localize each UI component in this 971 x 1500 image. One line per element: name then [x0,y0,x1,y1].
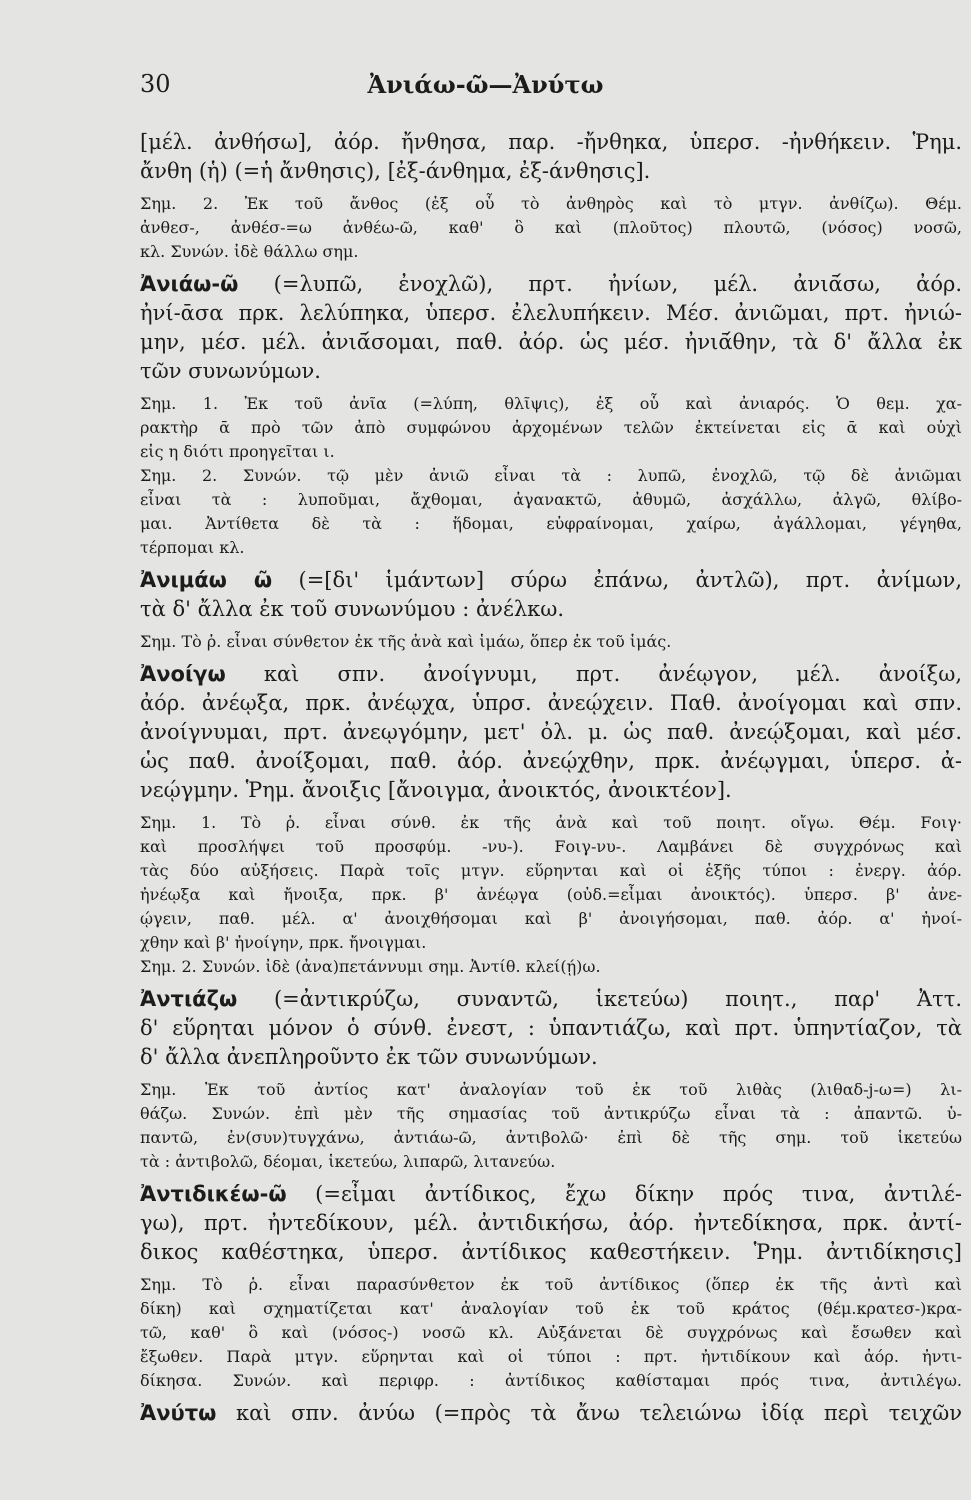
line-text: ἄνθη (ἡ) (=ἡ ἄνθησις), [ἐξ-άνθημα, ἐξ-άνθησις]. [140,159,651,183]
note-line [140,1078,962,1102]
line-text: (=εἶμαι ἀντίδικος, ἔχω δίκην πρός τινα, ἀντιλέ- [286,1182,962,1206]
line-text: τῶν συνωνύμων. [140,359,321,383]
entry-headword-line [140,985,962,1014]
entry-line [140,128,962,157]
line-text: (=ἀντικρύζω, συναντῶ, ἱκετεύω) ποιητ., παρ' Ἀττ. [237,987,962,1011]
line-text: δίκη) καὶ σχηματίζεται κατ' ἀναλογίαν τοῦ ἐκ τοῦ κράτος (θέμ.κρατεσ-)κρα- [140,1299,962,1318]
note-line [140,488,962,512]
note-line [140,240,962,264]
entry-line [140,157,962,186]
note-line [140,811,962,835]
entry-line [140,776,962,805]
line-text: Σημ. Τὸ ῥ. εἶναι παρασύνθετον ἐκ τοῦ ἀντίδικος (ὅπερ ἐκ τῆς ἀντὶ καὶ [140,1275,962,1294]
note-line [140,216,962,240]
line-text: ῴγειν, παθ. μέλ. α' ἀνοιχθήσομαι καὶ β' ἀνοιγήσομαι, παθ. ἀόρ. α' ἠνοί- [140,909,962,928]
note-line [140,1345,962,1369]
line-text: Σημ. Τὸ ῥ. εἶναι σύνθετον ἐκ τῆς ἀνὰ καὶ ἱμάω, ὅπερ ἐκ τοῦ ἱμάς. [140,632,672,651]
line-text: Σημ. 1. Τὸ ῥ. εἶναι σύνθ. ἐκ τῆς ἀνὰ καὶ τοῦ ποιητ. οἴγω. Θέμ. Fοιγ· [140,813,962,832]
line-text: ὡς παθ. ἀνοίξομαι, παθ. ἀόρ. ἀνεῴχθην, πρκ. ἀνέῳγμαι, ὑπερσ. ἀ- [140,749,962,773]
line-text: εἰς η διότι προηγεῖται ι. [140,442,335,461]
line-text: καὶ σπν. ἀνοίγνυμι, πρτ. ἀνέῳγον, μέλ. ἀνοίξω, [225,662,962,686]
line-text: ἠνέῳξα καὶ ἤνοιξα, πρκ. β' ἀνέῳγα (οὐδ.=εἶμαι ἀνοικτός). ὑπερσ. β' ἀνε- [140,885,962,904]
line-text: καὶ προσλήψει τοῦ προσφύμ. -νυ-). Fοιγ-νυ-. Λαμβάνει δὲ συγχρόνως καὶ [140,837,962,856]
line-text: δικος καθέστηκα, ὑπερσ. ἀντίδικος καθεστήκειν. Ῥημ. ἀντιδίκησις] [140,1240,962,1264]
entry-headword-line [140,566,962,595]
line-text: ρακτὴρ ᾱ πρὸ τῶν ἀπὸ συμφώνου ἀρχομένων τελῶν ἐκτείνεται εἰς ᾱ καὶ οὐχὶ [140,418,962,437]
entry-line [140,1238,962,1267]
headword: Ἀνοίγω [140,662,226,686]
line-text: Σημ. 1. Ἐκ τοῦ ἀνῖα (=λύπη, θλῖψις), ἐξ οὗ καὶ ἀνιαρός. Ὁ θεμ. χα- [140,394,962,413]
entry-headword-line [140,270,962,299]
note-line [140,1297,962,1321]
headword: Ἀνύτω [140,1401,217,1425]
line-text: Σημ. 2. Ἐκ τοῦ ἄνθος (ἐξ οὗ τὸ ἀνθηρὸς καὶ τὸ μτγν. ἀνθίζω). Θέμ. [140,194,962,213]
line-text: ἔξωθεν. Παρὰ μτγν. εὕρηνται καὶ οἱ τύποι : πρτ. ἠντιδίκουν καὶ ἀόρ. ἠντι- [140,1347,962,1366]
headword: Ἀντιάζω [140,987,238,1011]
note-line [140,883,962,907]
note-line [140,392,962,416]
line-text: τέρπομαι κλ. [140,538,245,557]
note-line [140,1102,962,1126]
entry-headword-line [140,1180,962,1209]
note-line [140,630,962,654]
line-text: [μέλ. ἀνθήσω], ἀόρ. ἤνθησα, παρ. -ἤνθηκα, ὑπερσ. -ἠνθήκειν. Ῥημ. [140,130,962,154]
page-number: 30 [140,70,171,98]
line-text: δ' ἄλλα ἀνεπληροῦντο ἐκ τῶν συνωνύμων. [140,1045,598,1069]
note-line [140,512,962,536]
note-line [140,859,962,883]
line-text: Σημ. 2. Συνών. ἰδὲ (ἀνα)πετάννυμι σημ. Ἀντίθ. κλεί(ῄ)ω. [140,957,601,976]
entry-headword-line [140,660,962,689]
entry-line [140,1014,962,1043]
running-head: Ἀνιάω-ῶ—Ἀνύτω [367,70,604,99]
entry-line [140,747,962,776]
headword: Ἀνιάω-ῶ [140,272,239,296]
note-line [140,1369,962,1393]
note-line [140,1273,962,1297]
line-text: ἀόρ. ἀνέῳξα, πρκ. ἀνέῳχα, ὑπρσ. ἀνεῴχειν. Παθ. ἀνοίγομαι καὶ σπν. [140,691,962,715]
entry-headword-line [140,1399,962,1428]
line-text: χθην καὶ β' ἠνοίγην, πρκ. ἤνοιγμαι. [140,933,427,952]
line-text: κλ. Συνών. ἰδὲ θάλλω σημ. [140,242,359,261]
dictionary-text [140,128,962,1428]
note-line [140,955,962,979]
line-text: νεῴγμην. Ῥημ. ἄνοιξις [ἄνοιγμα, ἀνοικτός, ἀνοικτέον]. [140,778,732,802]
line-text: τῶ, καθ' ὃ καὶ (νόσος-) νοσῶ κλ. Αὐξάνεται δὲ συγχρόνως καὶ ἔσωθεν καὶ [140,1323,962,1342]
line-text: (=λυπῶ, ἐνοχλῶ), πρτ. ἠνίων, μέλ. ἀνιᾱ́σω, ἀόρ. [238,272,962,296]
note-line [140,907,962,931]
headword: Ἀνιμάω ῶ [140,568,273,592]
line-text: ἠνί-ᾱσα πρκ. λελύπηκα, ὑπερσ. ἐλελυπήκειν. Μέσ. ἀνιῶμαι, πρτ. ἠνιώ- [140,301,962,325]
line-text: παντῶ, ἐν(συν)τυγχάνω, ἀντιάω-ῶ, ἀντιβολῶ· ἐπὶ δὲ τῆς σημ. τοῦ ἱκετεύω [140,1128,962,1147]
line-text: ἀνθεσ-, ἀνθέσ-=ω ἀνθέω-ῶ, καθ' ὃ καὶ (πλοῦτος) πλουτῶ, (νόσος) νοσῶ, [140,218,962,237]
note-line [140,192,962,216]
page-header [0,70,971,110]
line-text: μην, μέσ. μέλ. ἀνιᾱ́σομαι, παθ. ἀόρ. ὡς μέσ. ἠνιᾱ́θην, τὰ δ' ἄλλα ἐκ [140,330,962,354]
note-line [140,1126,962,1150]
line-text: καὶ σπν. ἀνύω (=πρὸς τὰ ἄνω τελειώνω ἰδίᾳ περὶ τειχῶν [216,1401,962,1425]
entry-line [140,689,962,718]
line-text: θάζω. Συνών. ἐπὶ μὲν τῆς σημασίας τοῦ ἀντικρύζω εἶναι τὰ : ἀπαντῶ. ὑ- [140,1104,962,1123]
note-line [140,835,962,859]
headword: Ἀντιδικέω-ῶ [140,1182,287,1206]
note-line [140,931,962,955]
line-text: τὰ : ἀντιβολῶ, δέομαι, ἱκετεύω, λιπαρῶ, λιτανεύω. [140,1152,556,1171]
line-text: (=[δι' ἱμάντων] σύρω ἐπάνω, ἀντλῶ), πρτ. ἀνίμων, [272,568,962,592]
line-text: μαι. Ἀντίθετα δὲ τὰ : ἥδομαι, εὐφραίνομαι, χαίρω, ἀγάλλομαι, γέγηθα, [140,514,962,533]
note-line [140,536,962,560]
line-text: τὰς δύο αὐξήσεις. Παρὰ τοῖς μτγν. εὕρηνται καὶ οἱ ἑξῆς τύποι : ἐνεργ. ἀόρ. [140,861,962,880]
line-text: δ' εὕρηται μόνον ὁ σύνθ. ἐνεστ, : ὑπαντιάζω, καὶ πρτ. ὑπηντίαζον, τὰ [140,1016,962,1040]
entry-line [140,328,962,357]
note-line [140,464,962,488]
note-line [140,440,962,464]
entry-line [140,357,962,386]
note-line [140,1321,962,1345]
entry-line [140,1209,962,1238]
entry-line [140,595,962,624]
line-text: τὰ δ' ἄλλα ἐκ τοῦ συνωνύμου : ἀνέλκω. [140,597,565,621]
entry-line [140,299,962,328]
note-line [140,1150,962,1174]
line-text: ἀνοίγνυμαι, πρτ. ἀνεῳγόμην, μετ' ὀλ. μ. ὡς παθ. ἀνεῴξομαι, καὶ μέσ. [140,720,962,744]
entry-line [140,718,962,747]
line-text: Σημ. Ἐκ τοῦ ἀντίος κατ' ἀναλογίαν τοῦ ἐκ τοῦ λιθὰς (λιθαδ-j-ω=) λι- [140,1080,962,1099]
entry-line [140,1043,962,1072]
line-text: δίκησα. Συνών. καὶ περιφρ. : ἀντίδικος καθίσταμαι πρός τινα, ἀντιλέγω. [140,1371,962,1390]
note-line [140,416,962,440]
line-text: Σημ. 2. Συνών. τῷ μὲν ἀνιῶ εἶναι τὰ : λυπῶ, ἐνοχλῶ, τῷ δὲ ἀνιῶμαι [140,466,962,485]
line-text: γω), πρτ. ἠντεδίκουν, μέλ. ἀντιδικήσω, ἀόρ. ἠντεδίκησα, πρκ. ἀντί- [140,1211,962,1235]
line-text: εἶναι τὰ : λυποῦμαι, ἄχθομαι, ἀγανακτῶ, ἀθυμῶ, ἀσχάλλω, ἀλγῶ, θλίβο- [140,490,962,509]
